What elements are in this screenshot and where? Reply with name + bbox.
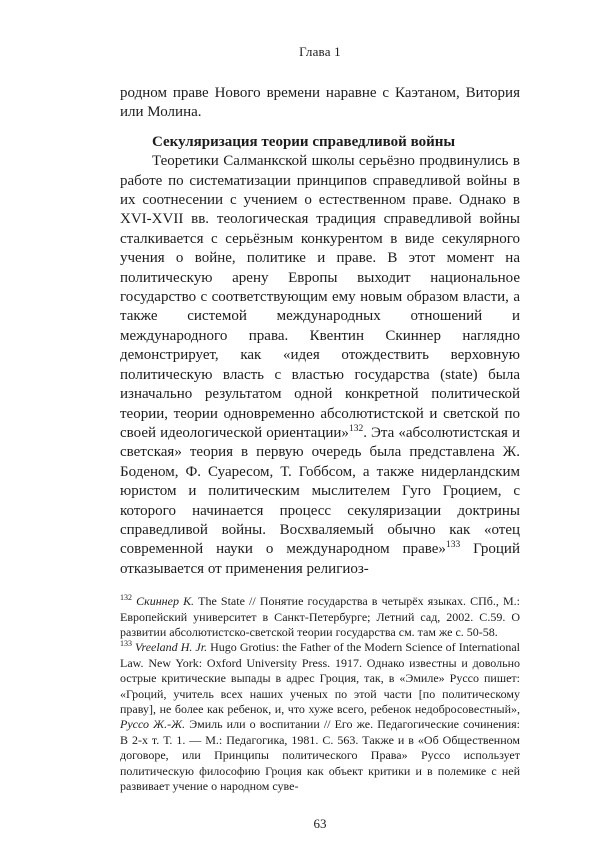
chapter-running-head: Глава 1 [299, 44, 341, 59]
section-heading: Секуляризация теории справедливой войны [152, 133, 456, 150]
paragraph-text: Теоретики Салманкской школы серьёзно продвинулись в работе по систематизации принципов справедливой войны в их соотнесении с учением о естественном праве. Однако в XVI-XVII вв. теологическая традиция справедливой войны сталкивается с серьёзным конкурентом в виде секулярного учения о войне, политике и праве. В этот момент на политическую арену Европы выходит национальное государство с соответствующим ему новым образом власти, а также системой международных отношений и международного права. Квентин Скиннер наглядно демонстрирует, как «идея отождествить верховную политическую власть с властью государства (state) была изначально результатом одной конкретной политической теории, теории одновременно абсолютистской и светской по своей идеологической ориентации» [120, 153, 520, 441]
paragraph-text: . Эта «абсолютистская и светская» теория в первую очередь была представлена Ж. Боденом, Ф. Суаресом, Т. Гоббсом, а также нидерландским юристом и политическим мыслителем Гуго Гроцием, с которого начинается процесс секуляризации доктрины справедливой войны. Восхваляемый обычно как «отец современной науки о международном праве» [120, 424, 520, 558]
footnote-marker-133: 133 [120, 639, 132, 649]
text-block [120, 84, 520, 579]
footnote-author: Vreeland H. Jr. [132, 640, 208, 655]
footnote-author: Скиннер К. [132, 594, 195, 609]
footnote-ref-132: 132 [348, 423, 364, 434]
footnote-marker-132: 132 [120, 593, 132, 603]
body-paragraph [120, 152, 520, 579]
footnote-text: Hugo Grotius: the Father of the Modern Science of International Law. New York: Oxford University Press. 1917. Однако известны и довольно острые критические выпады в адрес Гроция, так, в «Эмиле» Руссо пишет: «Гроций, учитель всех наших ученых по этой части [по политическому праву], не более как ребенок, и, что хуже всего, ребенок недобросовестный», [120, 640, 520, 716]
footnote-133 [120, 640, 520, 794]
footnote-132 [120, 594, 520, 640]
page-number: 63 [313, 816, 327, 831]
footnote-text: The State // Понятие государства в четырёх языках. СПб., М.: Европейский университет в Санкт-Петербурге; Летний сад, 2002. С.59. О развитии абсолютистско-светской теории государства см. там же с. 50-58. [120, 594, 520, 639]
footnotes-section [120, 594, 520, 794]
body-paragraph-continuation: родном праве Нового времени наравне с Каэтаном, Витория или Молина. [120, 85, 520, 121]
paragraph-text: Гроций отказывается от применения религиоз- [120, 541, 520, 577]
footnote-text: Эмиль или о воспитании // Его же. Педагогические сочинения: В 2-х т. Т. 1. — М.: Педагогика, 1981. С. 563. Также и в «Об Общественном договоре, или Принципы политического Права» Руссо использует политическую философию Гроция как объект критики и в полемике с ней развивает учение о народном суве- [120, 717, 520, 794]
footnote-ref-133: 133 [445, 540, 461, 551]
footnote-author: Руссо Ж.-Ж. [120, 717, 186, 732]
